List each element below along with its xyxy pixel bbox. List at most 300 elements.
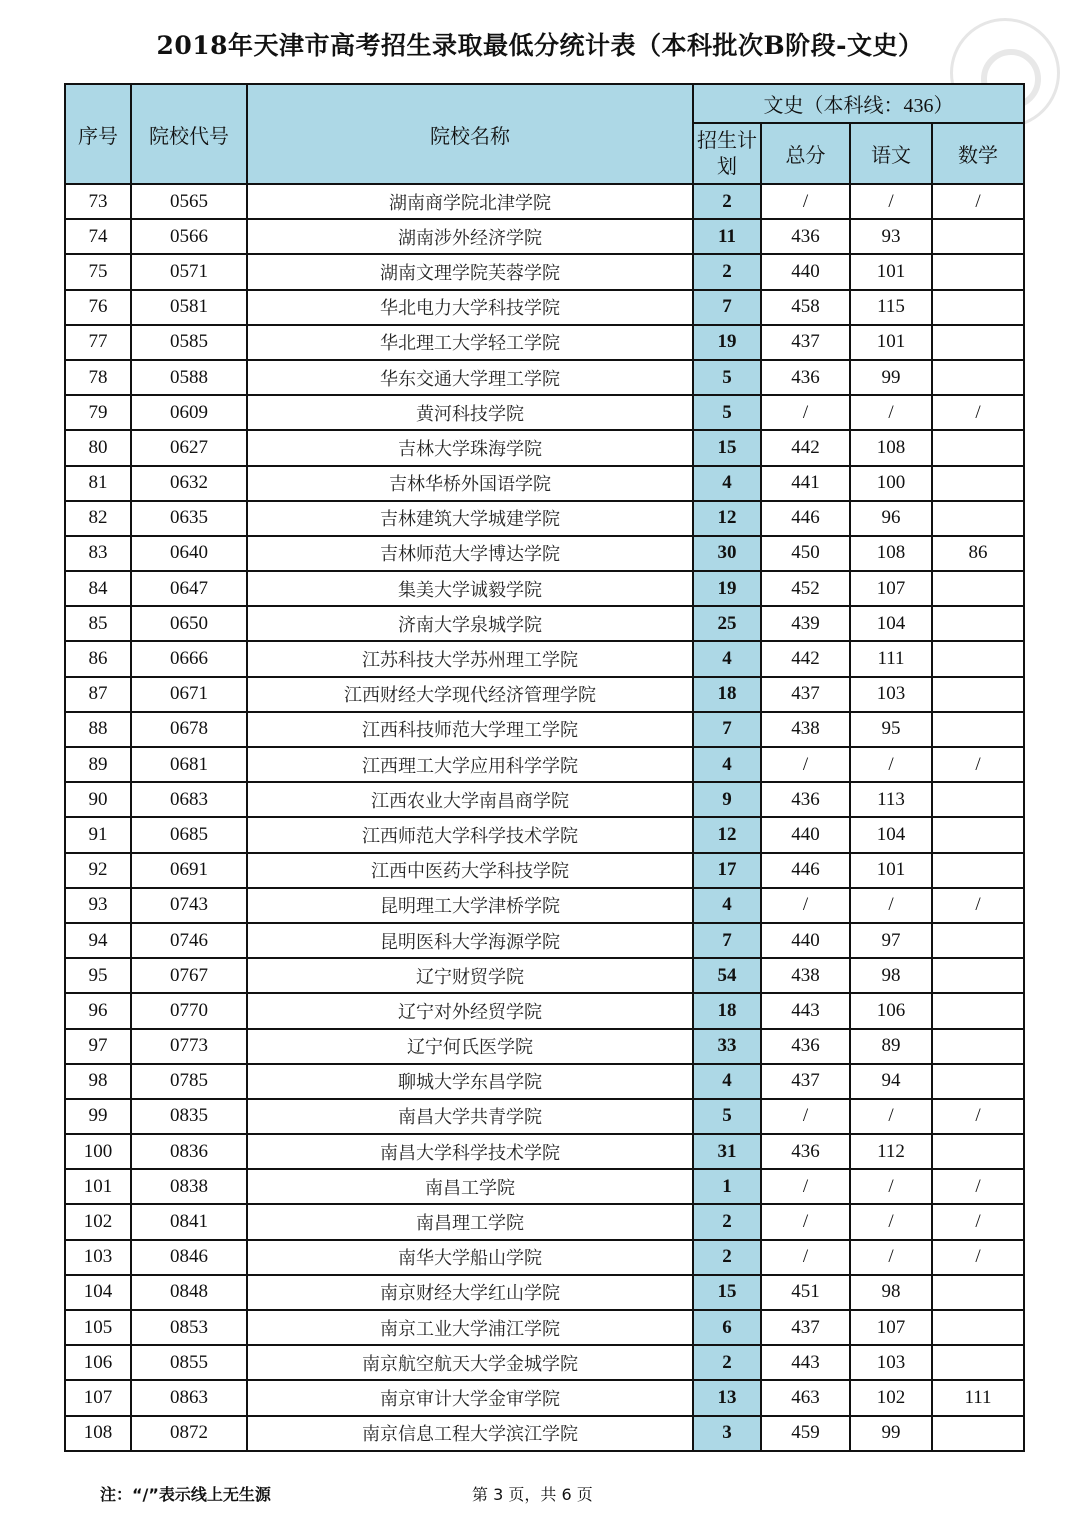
table-row bbox=[65, 1240, 1024, 1275]
math-cell bbox=[932, 430, 1024, 465]
chinese-cell: 100 bbox=[850, 466, 932, 501]
plan-cell: 15 bbox=[693, 430, 761, 465]
total-cell: 437 bbox=[761, 1064, 850, 1099]
plan-cell: 4 bbox=[693, 641, 761, 676]
plan-cell: 5 bbox=[693, 395, 761, 430]
code-cell: 0863 bbox=[131, 1380, 247, 1415]
table-row bbox=[65, 1275, 1024, 1310]
plan-cell: 4 bbox=[693, 888, 761, 923]
math-cell bbox=[932, 817, 1024, 852]
table-row bbox=[65, 606, 1024, 641]
seq-cell: 88 bbox=[65, 712, 131, 747]
code-cell: 0632 bbox=[131, 466, 247, 501]
total-cell: 443 bbox=[761, 993, 850, 1028]
table-row bbox=[65, 923, 1024, 958]
plan-cell: 4 bbox=[693, 1064, 761, 1099]
seq-cell: 73 bbox=[65, 184, 131, 219]
math-cell bbox=[932, 677, 1024, 712]
total-cell: 436 bbox=[761, 360, 850, 395]
seq-cell: 100 bbox=[65, 1134, 131, 1169]
code-cell: 0841 bbox=[131, 1204, 247, 1239]
chinese-cell: 103 bbox=[850, 1345, 932, 1380]
seq-cell: 97 bbox=[65, 1029, 131, 1064]
chinese-cell: / bbox=[850, 395, 932, 430]
header-plan: 招生计划 bbox=[693, 123, 761, 184]
chinese-cell: 108 bbox=[850, 430, 932, 465]
plan-cell: 15 bbox=[693, 1275, 761, 1310]
seq-cell: 102 bbox=[65, 1204, 131, 1239]
plan-cell: 13 bbox=[693, 1380, 761, 1415]
name-cell: 吉林大学珠海学院 bbox=[247, 430, 693, 465]
table-row bbox=[65, 501, 1024, 536]
plan-cell: 5 bbox=[693, 360, 761, 395]
page-number: 第 3 页，共 6 页 bbox=[472, 1485, 593, 1504]
seq-cell: 98 bbox=[65, 1064, 131, 1099]
code-cell: 0588 bbox=[131, 360, 247, 395]
code-cell: 0683 bbox=[131, 782, 247, 817]
name-cell: 湖南文理学院芙蓉学院 bbox=[247, 254, 693, 289]
table-row bbox=[65, 712, 1024, 747]
plan-cell: 2 bbox=[693, 1204, 761, 1239]
total-cell: 438 bbox=[761, 958, 850, 993]
chinese-cell: 104 bbox=[850, 817, 932, 852]
table-row bbox=[65, 993, 1024, 1028]
total-cell: 436 bbox=[761, 782, 850, 817]
code-cell: 0565 bbox=[131, 184, 247, 219]
name-cell: 南昌大学共青学院 bbox=[247, 1099, 693, 1134]
chinese-cell: 101 bbox=[850, 325, 932, 360]
table-row bbox=[65, 184, 1024, 219]
plan-cell: 6 bbox=[693, 1310, 761, 1345]
code-cell: 0773 bbox=[131, 1029, 247, 1064]
seq-cell: 108 bbox=[65, 1416, 131, 1451]
name-cell: 江西师范大学科学技术学院 bbox=[247, 817, 693, 852]
chinese-cell: 111 bbox=[850, 641, 932, 676]
seq-cell: 90 bbox=[65, 782, 131, 817]
seq-cell: 95 bbox=[65, 958, 131, 993]
math-cell bbox=[932, 1416, 1024, 1451]
math-cell bbox=[932, 290, 1024, 325]
math-cell: / bbox=[932, 888, 1024, 923]
name-cell: 辽宁财贸学院 bbox=[247, 958, 693, 993]
total-cell: 446 bbox=[761, 501, 850, 536]
code-cell: 0785 bbox=[131, 1064, 247, 1099]
total-cell: 452 bbox=[761, 571, 850, 606]
math-cell: / bbox=[932, 1204, 1024, 1239]
name-cell: 济南大学泉城学院 bbox=[247, 606, 693, 641]
code-cell: 0746 bbox=[131, 923, 247, 958]
code-cell: 0650 bbox=[131, 606, 247, 641]
seq-cell: 77 bbox=[65, 325, 131, 360]
seq-cell: 86 bbox=[65, 641, 131, 676]
table-row bbox=[65, 677, 1024, 712]
chinese-cell: 104 bbox=[850, 606, 932, 641]
total-cell: 437 bbox=[761, 677, 850, 712]
math-cell bbox=[932, 782, 1024, 817]
total-cell: 443 bbox=[761, 1345, 850, 1380]
plan-cell: 18 bbox=[693, 677, 761, 712]
table-row bbox=[65, 395, 1024, 430]
chinese-cell: 99 bbox=[850, 1416, 932, 1451]
chinese-cell: 96 bbox=[850, 501, 932, 536]
chinese-cell: 99 bbox=[850, 360, 932, 395]
name-cell: 华东交通大学理工学院 bbox=[247, 360, 693, 395]
total-cell: 450 bbox=[761, 536, 850, 571]
total-cell: 446 bbox=[761, 853, 850, 888]
total-cell: / bbox=[761, 184, 850, 219]
plan-cell: 2 bbox=[693, 1345, 761, 1380]
name-cell: 昆明理工大学津桥学院 bbox=[247, 888, 693, 923]
table-body bbox=[65, 184, 1024, 1451]
seq-cell: 104 bbox=[65, 1275, 131, 1310]
total-cell: / bbox=[761, 888, 850, 923]
chinese-cell: 108 bbox=[850, 536, 932, 571]
code-cell: 0681 bbox=[131, 747, 247, 782]
name-cell: 南京信息工程大学滨江学院 bbox=[247, 1416, 693, 1451]
plan-cell: 12 bbox=[693, 501, 761, 536]
math-cell bbox=[932, 853, 1024, 888]
plan-cell: 25 bbox=[693, 606, 761, 641]
code-cell: 0853 bbox=[131, 1310, 247, 1345]
table-row bbox=[65, 571, 1024, 606]
math-cell: / bbox=[932, 1240, 1024, 1275]
total-cell: 439 bbox=[761, 606, 850, 641]
seq-cell: 89 bbox=[65, 747, 131, 782]
name-cell: 吉林建筑大学城建学院 bbox=[247, 501, 693, 536]
code-cell: 0581 bbox=[131, 290, 247, 325]
name-cell: 南京审计大学金审学院 bbox=[247, 1380, 693, 1415]
seq-cell: 81 bbox=[65, 466, 131, 501]
total-cell: 451 bbox=[761, 1275, 850, 1310]
table-row bbox=[65, 1099, 1024, 1134]
header-seq: 序号 bbox=[65, 84, 131, 184]
math-cell bbox=[932, 712, 1024, 747]
code-cell: 0678 bbox=[131, 712, 247, 747]
chinese-cell: / bbox=[850, 1099, 932, 1134]
math-cell: / bbox=[932, 1099, 1024, 1134]
chinese-cell: 106 bbox=[850, 993, 932, 1028]
seq-cell: 87 bbox=[65, 677, 131, 712]
code-cell: 0635 bbox=[131, 501, 247, 536]
total-cell: 459 bbox=[761, 1416, 850, 1451]
math-cell bbox=[932, 1310, 1024, 1345]
total-cell: / bbox=[761, 1099, 850, 1134]
math-cell bbox=[932, 254, 1024, 289]
name-cell: 湖南涉外经济学院 bbox=[247, 219, 693, 254]
table-row bbox=[65, 219, 1024, 254]
name-cell: 江西农业大学南昌商学院 bbox=[247, 782, 693, 817]
code-cell: 0848 bbox=[131, 1275, 247, 1310]
seq-cell: 94 bbox=[65, 923, 131, 958]
name-cell: 南昌理工学院 bbox=[247, 1204, 693, 1239]
chinese-cell: 103 bbox=[850, 677, 932, 712]
chinese-cell: / bbox=[850, 1240, 932, 1275]
table-row bbox=[65, 853, 1024, 888]
code-cell: 0838 bbox=[131, 1169, 247, 1204]
name-cell: 南京财经大学红山学院 bbox=[247, 1275, 693, 1310]
table-row bbox=[65, 747, 1024, 782]
table-row bbox=[65, 1204, 1024, 1239]
name-cell: 江西财经大学现代经济管理学院 bbox=[247, 677, 693, 712]
math-cell bbox=[932, 219, 1024, 254]
header-name: 院校名称 bbox=[247, 84, 693, 184]
math-cell bbox=[932, 1134, 1024, 1169]
math-cell: / bbox=[932, 747, 1024, 782]
seq-cell: 101 bbox=[65, 1169, 131, 1204]
table-row bbox=[65, 1310, 1024, 1345]
seq-cell: 78 bbox=[65, 360, 131, 395]
code-cell: 0585 bbox=[131, 325, 247, 360]
total-cell: 438 bbox=[761, 712, 850, 747]
chinese-cell: 107 bbox=[850, 571, 932, 606]
total-cell: / bbox=[761, 747, 850, 782]
total-cell: 440 bbox=[761, 817, 850, 852]
seq-cell: 83 bbox=[65, 536, 131, 571]
chinese-cell: 112 bbox=[850, 1134, 932, 1169]
chinese-cell: / bbox=[850, 1204, 932, 1239]
name-cell: 吉林师范大学博达学院 bbox=[247, 536, 693, 571]
math-cell bbox=[932, 606, 1024, 641]
seq-cell: 74 bbox=[65, 219, 131, 254]
total-cell: 458 bbox=[761, 290, 850, 325]
total-cell: 437 bbox=[761, 325, 850, 360]
chinese-cell: 98 bbox=[850, 1275, 932, 1310]
seq-cell: 93 bbox=[65, 888, 131, 923]
total-cell: 442 bbox=[761, 641, 850, 676]
page-title: 2018年天津市高考招生录取最低分统计表（本科批次B阶段-文史） bbox=[156, 31, 924, 60]
math-cell: / bbox=[932, 184, 1024, 219]
seq-cell: 107 bbox=[65, 1380, 131, 1415]
plan-cell: 9 bbox=[693, 782, 761, 817]
admission-score-table bbox=[64, 83, 1025, 1452]
total-cell: / bbox=[761, 1204, 850, 1239]
chinese-cell: / bbox=[850, 888, 932, 923]
total-cell: 463 bbox=[761, 1380, 850, 1415]
table-row bbox=[65, 430, 1024, 465]
code-cell: 0666 bbox=[131, 641, 247, 676]
code-cell: 0743 bbox=[131, 888, 247, 923]
math-cell bbox=[932, 501, 1024, 536]
chinese-cell: 93 bbox=[850, 219, 932, 254]
chinese-cell: 113 bbox=[850, 782, 932, 817]
math-cell bbox=[932, 1345, 1024, 1380]
plan-cell: 11 bbox=[693, 219, 761, 254]
table-row bbox=[65, 888, 1024, 923]
math-cell bbox=[932, 360, 1024, 395]
code-cell: 0691 bbox=[131, 853, 247, 888]
chinese-cell: 95 bbox=[850, 712, 932, 747]
table-row bbox=[65, 290, 1024, 325]
math-cell: / bbox=[932, 1169, 1024, 1204]
plan-cell: 33 bbox=[693, 1029, 761, 1064]
chinese-cell: 101 bbox=[850, 254, 932, 289]
table-row bbox=[65, 536, 1024, 571]
total-cell: 436 bbox=[761, 1134, 850, 1169]
code-cell: 0836 bbox=[131, 1134, 247, 1169]
code-cell: 0627 bbox=[131, 430, 247, 465]
code-cell: 0846 bbox=[131, 1240, 247, 1275]
header-math: 数学 bbox=[932, 123, 1024, 184]
seq-cell: 75 bbox=[65, 254, 131, 289]
code-cell: 0770 bbox=[131, 993, 247, 1028]
table-row bbox=[65, 325, 1024, 360]
plan-cell: 4 bbox=[693, 466, 761, 501]
seq-cell: 105 bbox=[65, 1310, 131, 1345]
table-row bbox=[65, 254, 1024, 289]
table-row bbox=[65, 1169, 1024, 1204]
math-cell: 111 bbox=[932, 1380, 1024, 1415]
seq-cell: 91 bbox=[65, 817, 131, 852]
total-cell: 436 bbox=[761, 1029, 850, 1064]
code-cell: 0835 bbox=[131, 1099, 247, 1134]
plan-cell: 17 bbox=[693, 853, 761, 888]
table-row bbox=[65, 1416, 1024, 1451]
math-cell: 86 bbox=[932, 536, 1024, 571]
total-cell: 440 bbox=[761, 923, 850, 958]
name-cell: 南昌大学科学技术学院 bbox=[247, 1134, 693, 1169]
plan-cell: 4 bbox=[693, 747, 761, 782]
plan-cell: 7 bbox=[693, 712, 761, 747]
name-cell: 江苏科技大学苏州理工学院 bbox=[247, 641, 693, 676]
math-cell bbox=[932, 1029, 1024, 1064]
table-row bbox=[65, 1345, 1024, 1380]
plan-cell: 18 bbox=[693, 993, 761, 1028]
seq-cell: 85 bbox=[65, 606, 131, 641]
table-row bbox=[65, 1134, 1024, 1169]
seq-cell: 80 bbox=[65, 430, 131, 465]
table-row bbox=[65, 466, 1024, 501]
chinese-cell: 107 bbox=[850, 1310, 932, 1345]
header-total: 总分 bbox=[761, 123, 850, 184]
chinese-cell: 101 bbox=[850, 853, 932, 888]
seq-cell: 84 bbox=[65, 571, 131, 606]
plan-cell: 31 bbox=[693, 1134, 761, 1169]
total-cell: / bbox=[761, 1169, 850, 1204]
math-cell bbox=[932, 923, 1024, 958]
name-cell: 聊城大学东昌学院 bbox=[247, 1064, 693, 1099]
plan-cell: 2 bbox=[693, 254, 761, 289]
seq-cell: 106 bbox=[65, 1345, 131, 1380]
name-cell: 南昌工学院 bbox=[247, 1169, 693, 1204]
chinese-cell: / bbox=[850, 1169, 932, 1204]
table-row bbox=[65, 817, 1024, 852]
name-cell: 湖南商学院北津学院 bbox=[247, 184, 693, 219]
code-cell: 0609 bbox=[131, 395, 247, 430]
code-cell: 0767 bbox=[131, 958, 247, 993]
chinese-cell: 97 bbox=[850, 923, 932, 958]
table-row bbox=[65, 958, 1024, 993]
footer-note: 注：“/”表示线上无生源 bbox=[100, 1485, 271, 1504]
chinese-cell: 98 bbox=[850, 958, 932, 993]
name-cell: 黄河科技学院 bbox=[247, 395, 693, 430]
table-row bbox=[65, 1029, 1024, 1064]
plan-cell: 5 bbox=[693, 1099, 761, 1134]
seq-cell: 76 bbox=[65, 290, 131, 325]
name-cell: 辽宁对外经贸学院 bbox=[247, 993, 693, 1028]
plan-cell: 19 bbox=[693, 571, 761, 606]
code-cell: 0872 bbox=[131, 1416, 247, 1451]
total-cell: / bbox=[761, 395, 850, 430]
plan-cell: 19 bbox=[693, 325, 761, 360]
name-cell: 集美大学诚毅学院 bbox=[247, 571, 693, 606]
name-cell: 江西理工大学应用科学学院 bbox=[247, 747, 693, 782]
code-cell: 0571 bbox=[131, 254, 247, 289]
seq-cell: 79 bbox=[65, 395, 131, 430]
math-cell bbox=[932, 993, 1024, 1028]
code-cell: 0855 bbox=[131, 1345, 247, 1380]
name-cell: 吉林华桥外国语学院 bbox=[247, 466, 693, 501]
code-cell: 0566 bbox=[131, 219, 247, 254]
seq-cell: 103 bbox=[65, 1240, 131, 1275]
seq-cell: 99 bbox=[65, 1099, 131, 1134]
name-cell: 华北电力大学科技学院 bbox=[247, 290, 693, 325]
chinese-cell: 115 bbox=[850, 290, 932, 325]
seq-cell: 82 bbox=[65, 501, 131, 536]
table-row bbox=[65, 360, 1024, 395]
plan-cell: 1 bbox=[693, 1169, 761, 1204]
table-row bbox=[65, 1064, 1024, 1099]
code-cell: 0640 bbox=[131, 536, 247, 571]
total-cell: 437 bbox=[761, 1310, 850, 1345]
math-cell bbox=[932, 571, 1024, 606]
plan-cell: 30 bbox=[693, 536, 761, 571]
code-cell: 0671 bbox=[131, 677, 247, 712]
total-cell: 441 bbox=[761, 466, 850, 501]
seq-cell: 96 bbox=[65, 993, 131, 1028]
name-cell: 江西中医药大学科技学院 bbox=[247, 853, 693, 888]
total-cell: 442 bbox=[761, 430, 850, 465]
table-row bbox=[65, 641, 1024, 676]
name-cell: 江西科技师范大学理工学院 bbox=[247, 712, 693, 747]
chinese-cell: / bbox=[850, 747, 932, 782]
plan-cell: 3 bbox=[693, 1416, 761, 1451]
total-cell: / bbox=[761, 1240, 850, 1275]
header-chinese: 语文 bbox=[850, 123, 932, 184]
math-cell bbox=[932, 466, 1024, 501]
plan-cell: 2 bbox=[693, 184, 761, 219]
name-cell: 南京工业大学浦江学院 bbox=[247, 1310, 693, 1345]
math-cell bbox=[932, 958, 1024, 993]
chinese-cell: / bbox=[850, 184, 932, 219]
name-cell: 辽宁何氏医学院 bbox=[247, 1029, 693, 1064]
name-cell: 昆明医科大学海源学院 bbox=[247, 923, 693, 958]
plan-cell: 7 bbox=[693, 290, 761, 325]
name-cell: 南华大学船山学院 bbox=[247, 1240, 693, 1275]
math-cell bbox=[932, 325, 1024, 360]
plan-cell: 12 bbox=[693, 817, 761, 852]
table-row bbox=[65, 1380, 1024, 1415]
math-cell bbox=[932, 1275, 1024, 1310]
math-cell: / bbox=[932, 395, 1024, 430]
chinese-cell: 94 bbox=[850, 1064, 932, 1099]
chinese-cell: 89 bbox=[850, 1029, 932, 1064]
math-cell bbox=[932, 1064, 1024, 1099]
plan-cell: 54 bbox=[693, 958, 761, 993]
name-cell: 南京航空航天大学金城学院 bbox=[247, 1345, 693, 1380]
code-cell: 0685 bbox=[131, 817, 247, 852]
seq-cell: 92 bbox=[65, 853, 131, 888]
header-code: 院校代号 bbox=[131, 84, 247, 184]
total-cell: 440 bbox=[761, 254, 850, 289]
code-cell: 0647 bbox=[131, 571, 247, 606]
name-cell: 华北理工大学轻工学院 bbox=[247, 325, 693, 360]
table-row bbox=[65, 782, 1024, 817]
total-cell: 436 bbox=[761, 219, 850, 254]
math-cell bbox=[932, 641, 1024, 676]
plan-cell: 7 bbox=[693, 923, 761, 958]
chinese-cell: 102 bbox=[850, 1380, 932, 1415]
header-group: 文史（本科线：436） bbox=[693, 84, 1024, 123]
